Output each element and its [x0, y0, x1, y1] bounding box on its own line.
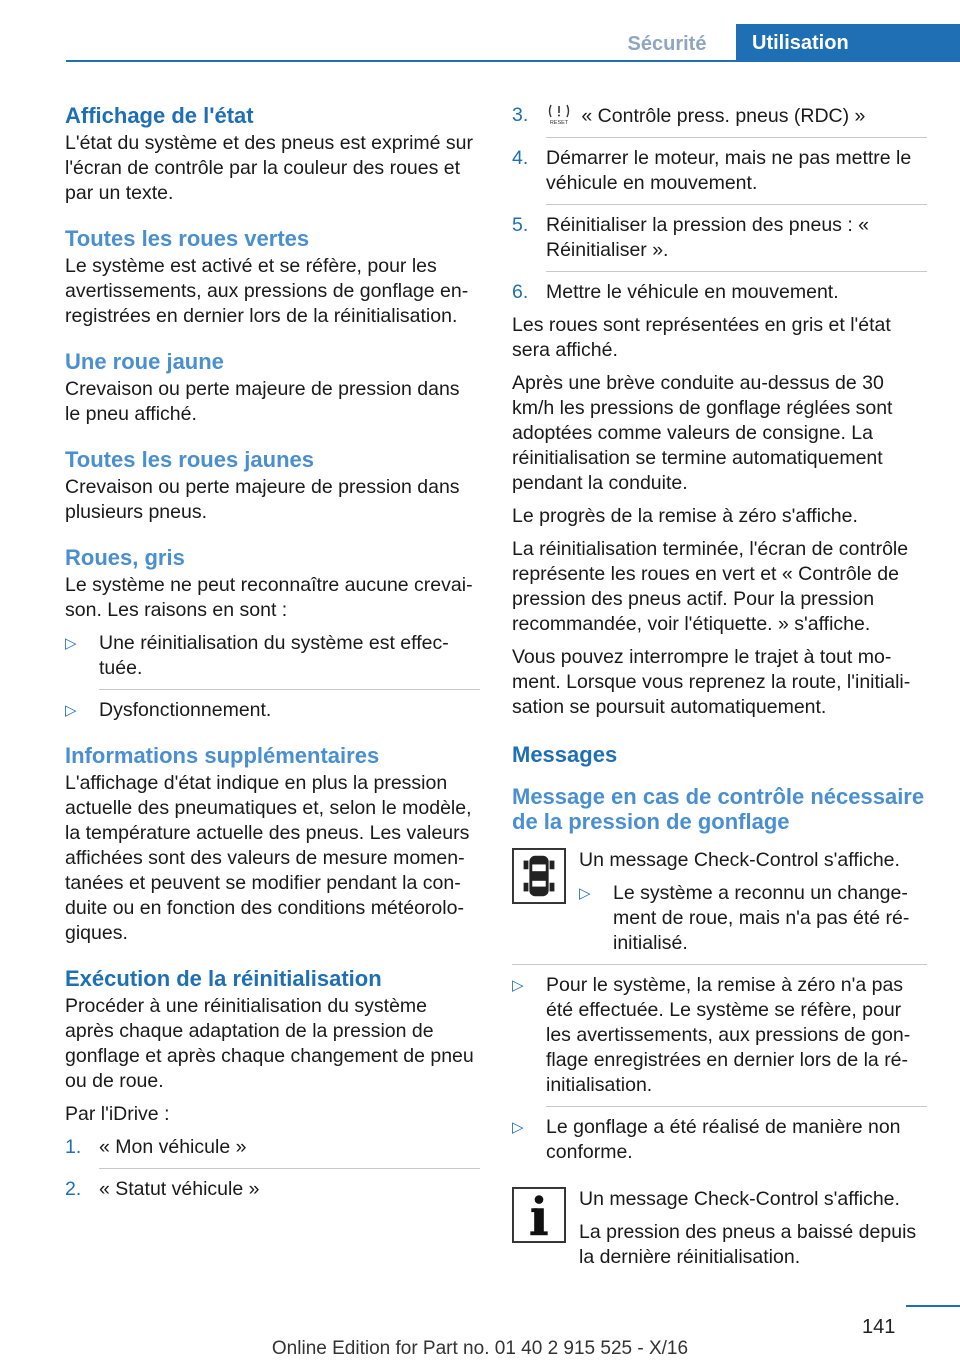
para-vertes: Le système est activé et se réfère, pour les avertissements, aux pressions de gonflage enregistrées en dernier lors de la réinitialisation.: [65, 255, 469, 327]
step-number: 1.: [65, 1136, 82, 1158]
list-item: [65, 631, 480, 690]
step-item: [512, 280, 927, 305]
page-number: 141: [862, 1316, 896, 1338]
triangle-bullet-icon: ▷: [512, 977, 524, 994]
list-item: [512, 1115, 927, 1165]
step-number: 4.: [512, 147, 529, 169]
heading-affichage: Affichage de l'état: [65, 103, 254, 128]
step-item: [512, 146, 927, 205]
footer-rule: [906, 1305, 960, 1307]
step-text: Réinitialiser la pression des pneus : « Réinitialiser ».: [546, 214, 870, 261]
message-text: Un message Check-Control s'affiche.: [579, 849, 900, 871]
triangle-bullet-icon: ▷: [65, 702, 77, 719]
para-idrive: Par l'iDrive :: [65, 1103, 170, 1125]
step-text: Démarrer le moteur, mais ne pas mettre le véhicule en mouvement.: [546, 147, 912, 194]
heading-gris: Roues, gris: [65, 545, 185, 570]
page-header: [0, 0, 960, 62]
step-text: Mettre le véhicule en mouvement.: [546, 281, 839, 303]
heading-infos: Informations supplémentaires: [65, 743, 380, 768]
para-roues-gris: Les roues sont représentées en gris et l'état sera affiché.: [512, 314, 891, 361]
list-item-text: Le système a reconnu un changement de roue, mais n'a pas été réinitialisé.: [613, 882, 910, 954]
heading-execution: Exécution de la réinitialisation: [65, 966, 382, 991]
heading-jaunes: Toutes les roues jaunes: [65, 447, 315, 472]
para-infos: L'affichage d'état indique en plus la pression actuelle des pneumatiques et, selon le modèle, la température actuelle des pneus. Les valeurs affichées sont des valeurs de mesure momentanées et peuvent se modifier pendant la conduite ou en fonction des conditions météorologiques.: [65, 772, 472, 944]
divider: [99, 689, 480, 690]
triangle-bullet-icon: ▷: [579, 885, 591, 902]
divider: [99, 1168, 480, 1169]
list-item-text: Une réinitialisation du système est effectuée.: [99, 632, 449, 679]
step-item: [512, 103, 927, 138]
edition-footer: Online Edition for Part no. 01 40 2 915 525 - X/16: [271, 1338, 689, 1359]
para-affichage: L'état du système et des pneus est exprimé sur l'écran de contrôle par la couleur des roues et par un texte.: [65, 132, 474, 204]
tab-securite[interactable]: Sécurité: [627, 33, 707, 55]
message-block-check-control: [512, 848, 927, 956]
step-item: [65, 1135, 480, 1169]
para-execution: Procéder à une réinitialisation du système après chaque adaptation de la pression de gonflage et après chaque changement de pneu ou de roue.: [65, 995, 474, 1092]
para-interrompre: Vous pouvez interrompre le trajet à tout moment. Lorsque vous reprenez la route, l'initialisation se poursuit automatiquement.: [512, 646, 911, 718]
svg-text:RESET: RESET: [549, 120, 569, 125]
list-item: [512, 973, 927, 1107]
right-column: [512, 103, 927, 1278]
triangle-bullet-icon: ▷: [65, 635, 77, 652]
divider: [512, 964, 927, 965]
step-item: [512, 213, 927, 272]
step-number: 6.: [512, 281, 529, 303]
car-top-view-icon: [512, 848, 566, 904]
list-item-text: Dysfonctionnement.: [99, 699, 272, 721]
divider: [546, 271, 927, 272]
divider: [546, 137, 927, 138]
list-item: [579, 881, 927, 956]
steps-left: [65, 1135, 480, 1202]
para-terminee: La réinitialisation terminée, l'écran de contrôle représente les roues en vert et « Contrôle de pression des pneus actif. Pour la pression recommandée, voir l'étiquette. » s'affiche.: [512, 538, 909, 635]
heading-jaune: Une roue jaune: [65, 349, 224, 374]
left-column: [65, 103, 480, 1210]
step-number: 2.: [65, 1178, 82, 1200]
para-gris: Le système ne peut reconnaître aucune crevaison. Les raisons en sont :: [65, 574, 473, 621]
step-text: « Statut véhicule »: [99, 1178, 260, 1200]
para-progres: Le progrès de la remise à zéro s'affiche.: [512, 505, 858, 527]
step-text: « Contrôle press. pneus (RDC) »: [581, 105, 866, 127]
divider: [546, 1106, 927, 1107]
info-icon: [512, 1187, 566, 1243]
steps-right: [512, 103, 927, 305]
message-block-info: [512, 1187, 927, 1270]
list-item-text: Le gonflage a été réalisé de manière non conforme.: [546, 1116, 901, 1163]
para-jaunes: Crevaison ou perte majeure de pression dans plusieurs pneus.: [65, 476, 460, 523]
step-number: 5.: [512, 214, 529, 236]
tpms-reset-icon: [546, 103, 572, 125]
heading-message-controle: Message en cas de contrôle nécessaire de la pression de gonflage: [512, 784, 925, 834]
gris-list: [65, 631, 480, 723]
message-text: La pression des pneus a baissé depuis la dernière réinitialisation.: [579, 1221, 917, 1268]
message-text: Un message Check-Control s'affiche.: [579, 1188, 900, 1210]
heading-vertes: Toutes les roues vertes: [65, 226, 310, 251]
header-rule: [66, 60, 736, 62]
step-text: « Mon véhicule »: [99, 1136, 247, 1158]
para-jaune: Crevaison ou perte majeure de pression dans le pneu affiché.: [65, 378, 460, 425]
list-item: [65, 698, 480, 723]
cause-list: [512, 973, 927, 1165]
heading-messages: Messages: [512, 742, 618, 767]
tab-utilisation[interactable]: Utilisation: [736, 24, 960, 62]
divider: [546, 204, 927, 205]
step-item: [65, 1177, 480, 1202]
list-item-text: Pour le système, la remise à zéro n'a pas été effectuée. Le système se réfère, pour les avertissements, aux pressions de gonflage enregistrées en dernier lors de la réinitialisation.: [546, 974, 911, 1096]
step-number: 3.: [512, 104, 529, 126]
para-conduite: Après une brève conduite au-dessus de 30 km/h les pressions de gonflage réglées sont adoptées comme valeurs de consigne. La réinitialisation se termine automatiquement pendant la conduite.: [512, 372, 893, 494]
triangle-bullet-icon: ▷: [512, 1119, 524, 1136]
message-list: [579, 881, 927, 956]
